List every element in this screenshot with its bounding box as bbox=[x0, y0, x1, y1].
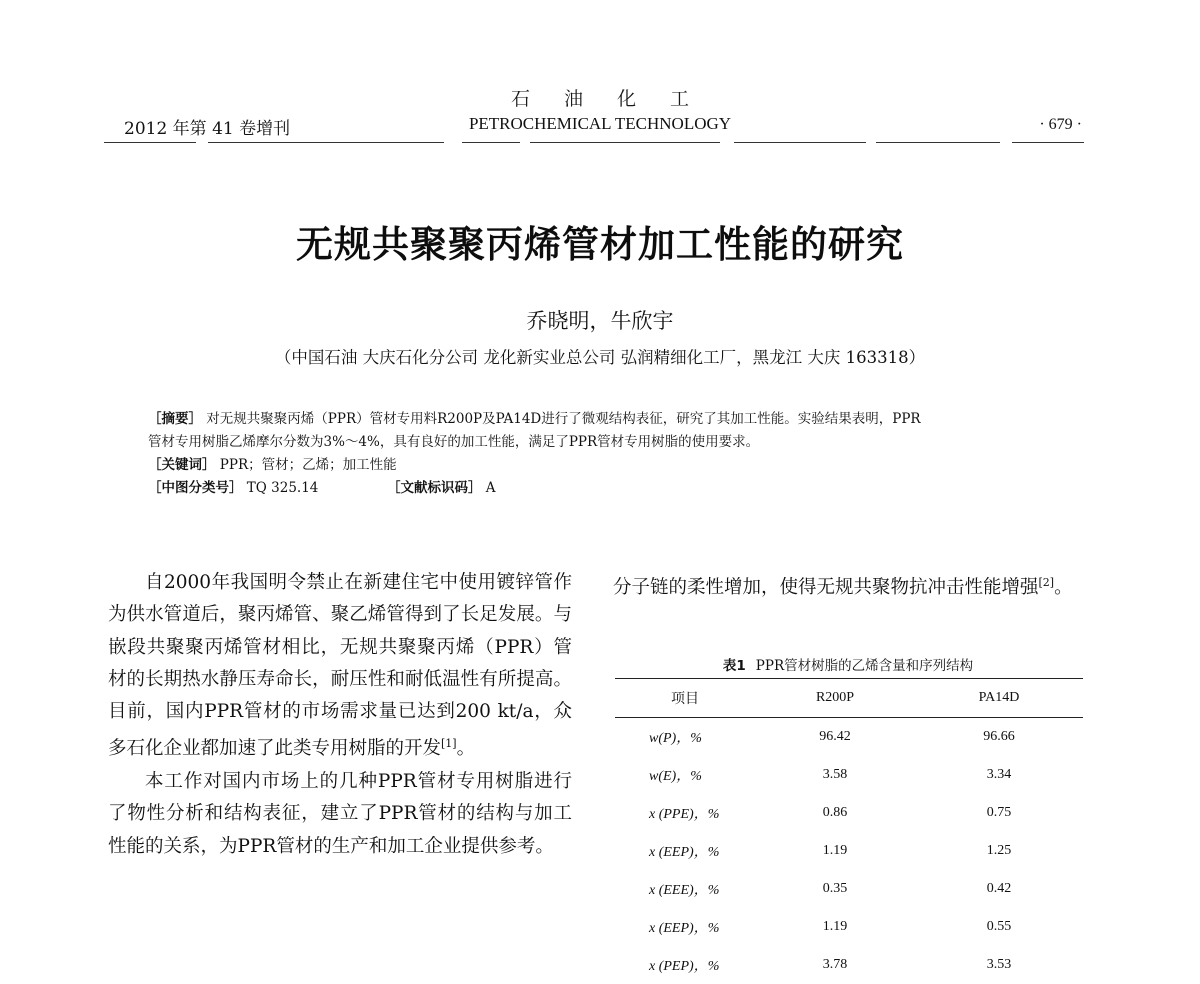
table-row bbox=[615, 756, 1083, 794]
header-rule bbox=[104, 142, 1084, 143]
abstract-text: 对无规共聚聚丙烯（PPR）管材专用料R200P及PA14D进行了微观结构表征，研究了其加工性能。实验结果表明，PPR bbox=[206, 411, 921, 427]
reference-marker: [1] bbox=[441, 737, 457, 751]
table-cell: 96.66 bbox=[983, 729, 1015, 744]
class-label: ［中图分类号］ bbox=[148, 480, 243, 496]
table-cell: 0.35 bbox=[822, 881, 848, 896]
paragraph-text: 自2000年我国明令禁止在新建住宅中使用镀锌管作为供水管道后，聚丙烯管、聚乙烯管得到了长足发展。与嵌段共聚聚丙烯管材相比，无规共聚聚丙烯（PPR）管材的长期热水静压寿命长，耐压性和耐低温性有所提高。目前，国内PPR管材的市场需求量已达到200 kt/a，众多石化企业都加速了此类专用树脂的开发 bbox=[108, 572, 572, 760]
table-cell: 3.78 bbox=[822, 957, 848, 972]
table-row bbox=[615, 870, 1083, 908]
table-cell: 1.19 bbox=[822, 843, 848, 858]
doc-code-label: ［文献标识码］ bbox=[387, 480, 482, 496]
punctuation: 。 bbox=[456, 738, 476, 760]
table-cell: w(P)，% bbox=[649, 731, 702, 746]
reference-marker: [2] bbox=[1038, 576, 1055, 589]
article-authors: 乔晓明，牛欣宇 bbox=[526, 309, 674, 333]
table-cell: 3.34 bbox=[986, 767, 1012, 782]
rule-gap bbox=[866, 139, 876, 145]
punctuation: 。 bbox=[1054, 577, 1073, 599]
table-cell: w(E)，% bbox=[649, 769, 702, 784]
table-cell: x (PPE)，% bbox=[649, 807, 720, 822]
paragraph bbox=[108, 567, 572, 766]
table-cell: x (PEP)，% bbox=[649, 959, 720, 974]
doc-code-value: A bbox=[485, 480, 496, 496]
table-title: PPR管材树脂的乙烯含量和序列结构 bbox=[755, 658, 974, 674]
keywords-label: ［关键词］ bbox=[148, 457, 216, 473]
table-cell: 0.86 bbox=[822, 805, 848, 820]
table-cell: 0.75 bbox=[986, 805, 1012, 820]
table-cell: 0.55 bbox=[986, 919, 1012, 934]
table-row bbox=[615, 718, 1083, 757]
table-cell: 1.25 bbox=[986, 843, 1012, 858]
paragraph-text: 分子链的柔性增加，使得无规共聚物抗冲击性能增强 bbox=[613, 577, 1039, 599]
rule-gap bbox=[196, 139, 208, 145]
table-cell: 3.58 bbox=[822, 767, 848, 782]
page-number: · 679 · bbox=[1039, 116, 1082, 133]
table-cell: 1.19 bbox=[822, 919, 848, 934]
table-cell: 0.42 bbox=[986, 881, 1012, 896]
article-title: 无规共聚聚丙烯管材加工性能的研究 bbox=[296, 223, 904, 266]
table-row bbox=[615, 794, 1083, 832]
table-number: 表1 bbox=[722, 658, 746, 674]
table-header-row bbox=[615, 679, 1083, 718]
column-header: R200P bbox=[755, 679, 915, 718]
table-cell: x (EEP)，% bbox=[649, 845, 720, 860]
keywords-text: PPR；管材；乙烯；加工性能 bbox=[219, 457, 397, 473]
rule-gap bbox=[720, 139, 734, 145]
journal-name-en: PETROCHEMICAL TECHNOLOGY bbox=[468, 114, 732, 133]
abstract-block bbox=[148, 408, 1048, 500]
table-row bbox=[615, 832, 1083, 870]
author-affiliation: （中国石油 大庆石化分公司 龙化新实业总公司 弘润精细化工厂，黑龙江 大庆 163318） bbox=[274, 348, 926, 367]
rule-gap bbox=[444, 139, 462, 145]
table-cell: x (EEE)，% bbox=[649, 883, 720, 898]
class-value: TQ 325.14 bbox=[246, 480, 319, 496]
column-header: 项目 bbox=[615, 679, 755, 718]
journal-name-cn: 石油化工 bbox=[510, 88, 723, 110]
abstract-line bbox=[148, 408, 1048, 431]
body-right-column bbox=[613, 567, 1083, 604]
abstract-label: ［摘要］ bbox=[148, 411, 202, 427]
table-row bbox=[615, 908, 1083, 946]
column-header: PA14D bbox=[915, 679, 1083, 718]
body-left-column bbox=[108, 567, 572, 863]
keywords-line bbox=[148, 454, 1048, 477]
table-caption bbox=[613, 654, 1083, 674]
table-cell: x (EEP)，% bbox=[649, 921, 720, 936]
table-cell: 3.53 bbox=[986, 957, 1012, 972]
table-cell: 96.42 bbox=[819, 729, 851, 744]
rule-gap bbox=[520, 139, 530, 145]
rule-gap bbox=[1000, 139, 1012, 145]
paragraph bbox=[613, 567, 1083, 604]
data-table bbox=[615, 678, 1083, 984]
classification-line bbox=[148, 477, 1048, 500]
paragraph: 本工作对国内市场上的几种PPR管材专用树脂进行了物性分析和结构表征，建立了PPR管材的结构与加工性能的关系，为PPR管材的生产和加工企业提供参考。 bbox=[108, 770, 572, 857]
issue-info: 2012 年第 41 卷增刊 bbox=[124, 119, 291, 139]
abstract-line: 管材专用树脂乙烯摩尔分数为3%～4%，具有良好的加工性能，满足了PPR管材专用树脂的使用要求。 bbox=[148, 434, 760, 450]
